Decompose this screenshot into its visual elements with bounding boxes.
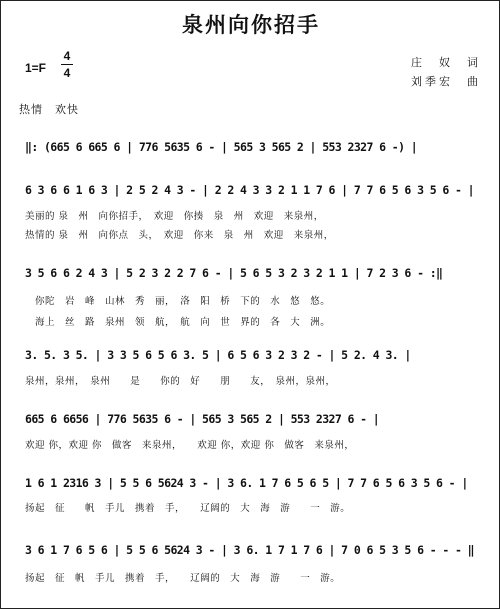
time-signature xyxy=(62,48,72,81)
music-line-3: 3 5 6 6 2 4 3 | 5 2 3 2 2 7 6 - | 5 6 5 3 2 3 2 1 1 | 7 2 3 6 - :‖ xyxy=(25,266,443,280)
time-signature-top: 4 xyxy=(63,49,71,63)
lyricist-credit: 庄 奴 词 xyxy=(411,57,481,69)
tempo-marking: 热情 欢快 xyxy=(19,104,79,116)
lyric-line-2-verse-2: 热情的 泉 州 向你点 头， 欢迎 你来 泉 州 欢迎 来泉州， xyxy=(25,230,334,241)
lyric-line-5: 欢迎 你，欢迎 你 做客 来泉州， 欢迎 你，欢迎 你 做客 来泉州， xyxy=(25,440,355,451)
composer-credit: 刘季宏 曲 xyxy=(411,76,481,88)
lyric-line-7: 扬起 征 帆 手儿 携着 手， 辽阔的 大 海 游 一 游。 xyxy=(25,573,341,584)
lyric-line-3-verse-2: 海上 丝 路 泉州 领 航， 航 向 世 界的 各 大 洲。 xyxy=(25,317,331,328)
song-title: 泉州向你招手 xyxy=(182,12,320,37)
music-line-4: 3. 5. 3 5. | 3 3 5 6 5 6 3. 5 | 6 5 6 3 2 3 2 - | 5 2. 4 3. | xyxy=(25,348,411,362)
key-signature: 1=F xyxy=(25,61,47,75)
music-line-7: 3 6 1 7 6 5 6 | 5 5 6 5624 3 - | 3 6. 1 7 1 7 6 | 7 0 6 5 3 5 6 - - - ‖ xyxy=(25,543,474,557)
music-line-5: 665 6 6656 | 776 5635 6 - | 565 3 565 2 | 553 2327 6 - | xyxy=(25,412,380,426)
music-line-1: ‖: (665 6 665 6 | 776 5635 6 - | 565 3 565 2 | 553 2327 6 -) | xyxy=(25,140,418,154)
music-line-2: 6 3 6 6 1 6 3 | 2 5 2 4 3 - | 2 2 4 3 3 2 1 1 7 6 | 7 7 6 5 6 3 5 6 - | xyxy=(25,183,474,197)
time-signature-bottom: 4 xyxy=(63,66,71,80)
lyric-line-3-verse-1: 你陀 岩 峰 山林 秀 丽， 洛 阳 桥 下的 水 悠 悠。 xyxy=(25,296,331,307)
lyric-line-6: 扬起 征 帆 手儿 携着 手， 辽阔的 大 海 游 一 游。 xyxy=(25,503,351,514)
lyric-line-4: 泉州，泉州， 泉州 是 你的 好 朋 友， 泉州，泉州， xyxy=(25,376,336,387)
lyric-line-2-verse-1: 美丽的 泉 州 向你招手， 欢迎 你揍 泉 州 欢迎 来泉州， xyxy=(25,211,324,222)
music-line-6: 1 6 1 2316 3 | 5 5 6 5624 3 - | 3 6. 1 7 6 5 6 5 | 7 7 6 5 6 3 5 6 - | xyxy=(25,476,468,490)
time-signature-bar xyxy=(61,64,73,65)
